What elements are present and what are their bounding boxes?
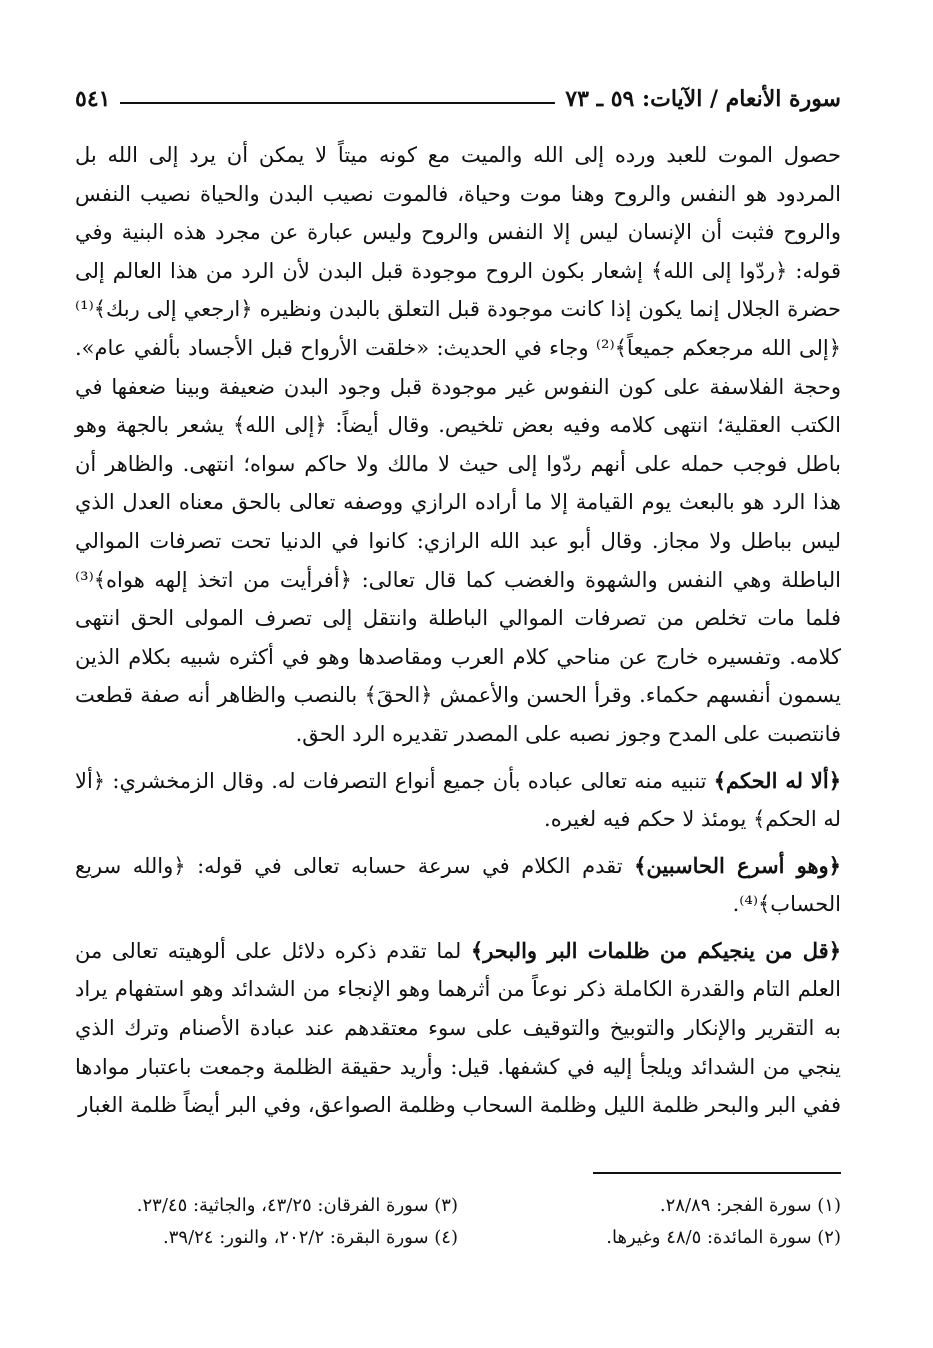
footnote-4: (٤) سورة البقرة: ٢٠٢/٢، والنور: ٣٩/٢٤.: [163, 1227, 458, 1248]
footnote-2: (٢) سورة المائدة: ٤٨/٥ وغيرها.: [606, 1227, 841, 1248]
running-title: سورة الأنعام / الآيات: ٥٩ ـ ٧٣: [565, 86, 841, 112]
verse-quote: ﴿قل من ينجيكم من ظلمات البر والبحر﴾: [470, 937, 841, 963]
footnotes: [75, 1190, 841, 1254]
footnote-1: (١) سورة الفجر: ٢٨/٨٩.: [659, 1195, 841, 1216]
paragraph-1: حصول الموت للعبد ورده إلى الله والميت مع كونه ميتاً لا يمكن أن يرد إلى الله بل المردود هو النفس والروح وهنا موت وحياة، فالموت نصيب البدن والحياة نصيب النفس والروح فثبت أن الإنسان ليس إلا النفس والروح وليس عبارة عن مجرد هذه البنية وفي قوله: ﴿ردّوا إلى الله﴾ إشعار بكون الروح موجودة قبل البدن لأن الرد من هذا العالم إلى حضرة الجلال إنما يكون إذا كانت موجودة قبل التعلق بالبدن ونظيره ﴿ارجعي إلى ربك﴾⁽¹⁾ ﴿إلى الله مرجعكم جميعاً﴾⁽²⁾ وجاء في الحديث: «خلقت الأرواح قبل الأجساد بألفي عام». وحجة الفلاسفة على كون النفوس غير موجودة قبل وجود البدن ضعيفة وبينا ضعفها في الكتب العقلية؛ انتهى كلامه وفيه بعض تلخيص. وقال أيضاً: ﴿إلى الله﴾ يشعر بالجهة وهو باطل فوجب حمله على أنهم ردّوا إلى حيث لا مالك ولا حاكم سواه؛ انتهى. والظاهر أن هذا الرد هو بالبعث يوم القيامة إلا ما أراده الرازي ووصفه تعالى بالحق معناه العدل الذي ليس بباطل ولا مجاز. وقال أبو عبد الله الرازي: كانوا في الدنيا تحت تصرفات الموالي الباطلة وهي النفس والشهوة والغضب كما قال تعالى: ﴿أفرأيت من اتخذ إلهه هواه﴾⁽³⁾ فلما مات تخلص من تصرفات الموالي الباطلة وانتقل إلى تصرف المولى الحق انتهى كلامه. وتفسيره خارج عن مناحي كلام العرب ومقاصدها وهو في أكثره شبيه بكلام الذين يسمون أنفسهم حكماء. وقرأ الحسن والأعمش ﴿الحقَ﴾ بالنصب والظاهر أنه صفة قطعت فانتصبت على المدح وجوز نصبه على المصدر تقديره الرد الحق.: [75, 143, 842, 746]
paragraph-2: [75, 762, 841, 839]
verse-quote: ﴿وهو أسرع الحاسبين﴾: [634, 852, 841, 878]
header-rule: [120, 102, 555, 104]
page-header: [75, 80, 841, 116]
verse-quote: ﴿ألا له الحكم﴾: [713, 767, 842, 793]
page-number: ٥٤١: [75, 86, 111, 112]
paragraph-text: تقدم الكلام في سرعة حسابه تعالى في قوله: ﴿والله سريع الحساب﴾⁽⁴⁾.: [75, 853, 841, 917]
footnotes-left-column: [75, 1190, 458, 1254]
paragraph-3: [75, 847, 841, 924]
footnotes-right-column: [458, 1190, 841, 1254]
footnote-3: (٣) سورة الفرقان: ٤٣/٢٥، والجاثية: ٢٣/٤٥.: [136, 1195, 458, 1216]
paragraph-text: تنبيه منه تعالى عباده بأن جميع أنواع التصرفات له. وقال الزمخشري: ﴿ألا له الحكم﴾ يومئذ لا حكم فيه لغيره.: [75, 768, 841, 832]
paragraph-text: لما تقدم ذكره دلائل على ألوهيته تعالى من العلم التام والقدرة الكاملة ذكر نوعاً من أثرهما وهو الإنجاء من الشدائد وهو استفهام يراد به التقرير والإنكار والتوبيخ والتوقيف على سوء معتقدهم عند عبادة الأصنام وترك الذي ينجي من الشدائد ويلجأ إليه في كشفها. قيل: وأريد حقيقة الظلمة وجمعت باعتبار موادها ففي البر والبحر ظلمة الليل وظلمة السحاب وظلمة الصواعق، وفي البر أيضاً ظلمة الغبار: [75, 938, 842, 1118]
paragraph-4: [75, 932, 841, 1125]
footnote-rule: [593, 1172, 841, 1174]
main-text: [75, 136, 841, 1125]
